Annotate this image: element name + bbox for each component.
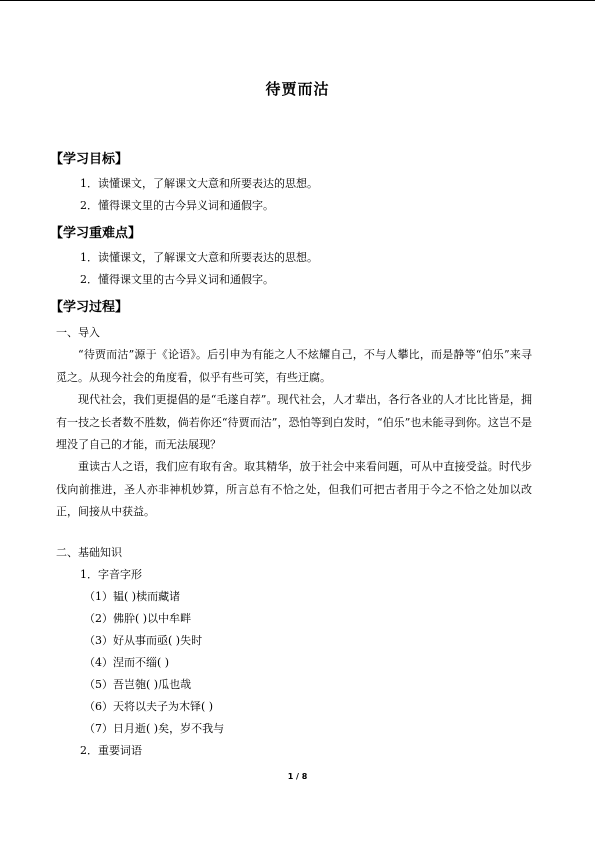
intro-paragraph-1: “待贾而沽”源于《论语》。后引申为有能之人不炫耀自己，不与人攀比，而是静等“伯乐”来寻觅之。从现今社会的角度看，似乎有些可笑，有些迂腐。: [56, 348, 532, 384]
basics-subheading-1: 1．字音字形: [80, 568, 142, 581]
process-heading: 【学习过程】: [50, 300, 129, 315]
keypoint-item-1: 1．读懂课文，了解课文大意和所要表达的思想。: [80, 251, 318, 264]
basics-item-3: （3）好从事而亟( )失时: [84, 634, 203, 647]
goal-item-2: 2．懂得课文里的古今异义词和通假字。: [80, 199, 274, 212]
basics-item-6: （6）天将以夫子为木铎( ): [84, 700, 214, 713]
basics-heading: 二、基础知识: [56, 546, 122, 559]
page-title: 待贾而沽: [265, 80, 330, 98]
intro-paragraph-2: 现代社会，我们更提倡的是“毛遂自荐”。现代社会，人才辈出，各行各业的人才比比皆是，拥有一技之长者数不胜数，倘若你还“待贾而沽”，恐怕等到白发时，“伯乐”也未能寻到你。这岂不是埋没了自己的才能，而无法展现？: [56, 393, 532, 451]
intro-heading: 一、导入: [56, 326, 100, 339]
basics-item-5: （5）吾岂匏( )瓜也哉: [84, 678, 192, 691]
basics-item-2: （2）佛肸( )以中牟畔: [84, 612, 192, 625]
intro-paragraph-3: 重读古人之语，我们应有取有舍。取其精华，放于社会中来看问题，可从中直接受益。时代步伐向前推进，圣人亦非神机妙算，所言总有不恰之处，但我们可把古者用于今之不恰之处加以改正，间接从中获益。: [56, 460, 532, 518]
basics-item-7: （7）日月逝( )矣，岁不我与: [84, 722, 225, 735]
basics-item-4: （4）涅而不缁( ): [84, 656, 170, 669]
keypoints-heading: 【学习重难点】: [50, 226, 142, 241]
goal-item-1: 1．读懂课文，了解课文大意和所要表达的思想。: [80, 177, 318, 190]
basics-subheading-2: 2．重要词语: [80, 744, 142, 757]
page-number: 1 / 8: [287, 772, 308, 781]
keypoint-item-2: 2．懂得课文里的古今异义词和通假字。: [80, 273, 274, 286]
basics-item-1: （1）韫( )椟而藏诸: [84, 590, 181, 603]
goals-heading: 【学习目标】: [50, 152, 129, 167]
